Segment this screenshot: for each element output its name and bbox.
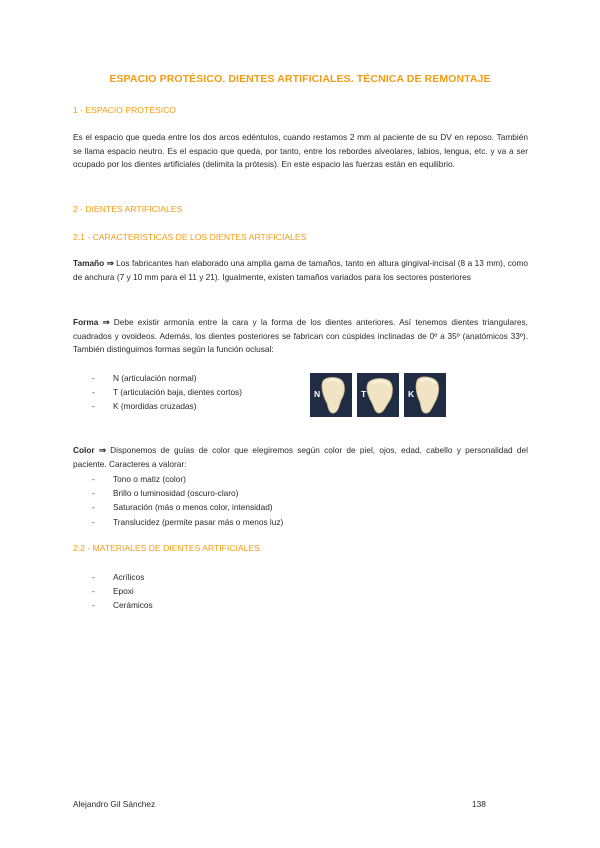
arrow-icon: ⇒ xyxy=(106,258,114,268)
tooth-k-image xyxy=(404,373,446,417)
list-item: - K (mordidas cruzadas) xyxy=(92,399,242,413)
color-text: Disponemos de guías de color que elegiremos según color de piel, ojos, edad, cabello y personalidad del paciente. Caracteres a valorar: xyxy=(73,445,528,469)
tooth-label: K xyxy=(408,389,415,399)
list-item: - Cerámicos xyxy=(92,598,153,612)
tamano-label: Tamaño xyxy=(73,258,105,268)
section-2-2-heading: 2.2 - MATERIALES DE DIENTES ARTIFICIALES xyxy=(73,543,260,553)
section-2-1-heading: 2.1 - CARACTERÍSTICAS DE LOS DIENTES ARTIFICIALES xyxy=(73,232,307,242)
color-list xyxy=(92,472,283,529)
list-item: - T (articulación baja, dientes cortos) xyxy=(92,385,242,399)
list-item: - Brillo o luminosidad (oscuro-claro) xyxy=(92,486,283,500)
arrow-icon: ⇒ xyxy=(102,317,110,327)
forma-label: Forma xyxy=(73,317,99,327)
tamano-text: Los fabricantes han elaborado una amplia gama de tamaños, tanto en altura gingival-incisal (8 a 13 mm), como de anchura (7 y 10 mm para el 11 y 21). Igualmente, existen tamaños variados para los sectores posteriores xyxy=(73,258,529,282)
footer-page-number: 138 xyxy=(472,799,486,809)
tooth-shapes-image xyxy=(310,373,446,417)
list-item: - Epoxi xyxy=(92,584,153,598)
tooth-label: T xyxy=(361,389,367,399)
tooth-t-image xyxy=(357,373,399,417)
list-item: - Acrílicos xyxy=(92,570,153,584)
color-paragraph xyxy=(73,444,528,471)
forma-list xyxy=(92,371,242,414)
forma-text: Debe existir armonía entre la cara y la forma de los dientes anteriores. Así tenemos dientes triangulares, cuadrados y ovoideos. Además, los dientes posteriores se fabrican con cúspides inclinadas de 0º a 35º (anatómicos 33º). También distinguimos formas según la función oclusal: xyxy=(73,317,528,354)
footer-author: Alejandro Gil Sánchez xyxy=(73,799,156,809)
list-item: - Translucidez (permite pasar más o menos luz) xyxy=(92,515,283,529)
forma-paragraph xyxy=(73,316,528,357)
list-item: - N (articulación normal) xyxy=(92,371,242,385)
color-label: Color xyxy=(73,445,95,455)
section-1-paragraph: Es el espacio que queda entre los dos arcos edéntulos, cuando restamos 2 mm al paciente de su DV en reposo. También se llama espacio neutro. Es el espacio que queda, por tanto, entre los rebordes alveolares, labios, lengua, etc. y va a ser ocupado por los dientes artificiales (delimita la prótesis). En este espacio las fuerzas están en equilibrio. xyxy=(73,132,528,169)
list-item: - Tono o matiz (color) xyxy=(92,472,283,486)
section-1-heading: 1 - ESPACIO PROTÉSICO xyxy=(73,105,176,115)
tooth-n-image xyxy=(310,373,352,417)
page-title: ESPACIO PROTÉSICO. DIENTES ARTIFICIALES. TÉCNICA DE REMONTAJE xyxy=(109,73,491,85)
section-2-heading: 2 - DIENTES ARTIFICIALES xyxy=(73,204,183,214)
tooth-label: N xyxy=(314,389,321,399)
tamano-paragraph xyxy=(73,257,528,284)
materials-list xyxy=(92,570,153,613)
list-item: - Saturación (más o menos color, intensidad) xyxy=(92,500,283,514)
arrow-icon: ⇒ xyxy=(98,445,106,455)
